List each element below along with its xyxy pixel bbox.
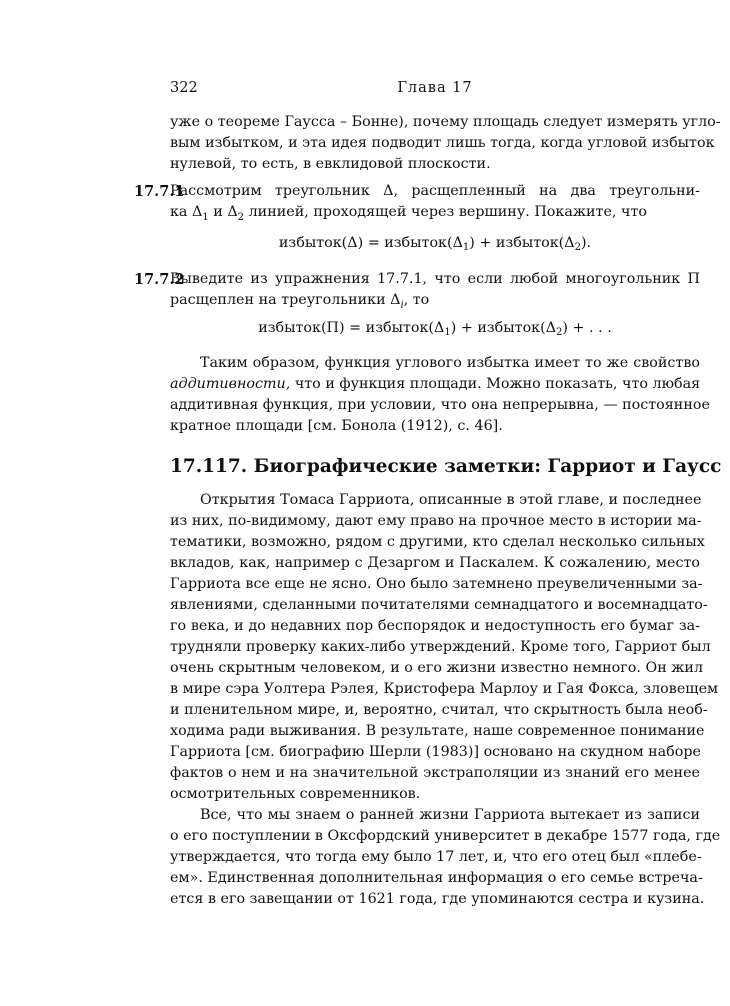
text-line: фактов о нем и на значительной экстраполяции из знаний его менее <box>170 765 700 781</box>
text-line: аддитивная функция, при условии, что она непрерывна, — постоянное <box>170 397 710 413</box>
text-line: очень скрытным человеком, и о его жизни известно немного. Он жил <box>170 660 704 676</box>
text-line: Открытия Томаса Гарриота, описанные в этой главе, и последнее <box>200 492 702 508</box>
text-line: явлениями, сделанными почитателями семнадцатого и восемнадцато- <box>170 597 708 613</box>
exercise-1-text <box>170 181 700 228</box>
exercise-number: 17.7.2 <box>134 271 185 288</box>
text-line: в мире сэра Уолтера Рэлея, Кристофера Марлоу и Гая Фокса, зловещем <box>170 681 719 697</box>
text-line: трудняли проверку каких-либо утверждений. Кроме того, Гарриот был <box>170 639 711 655</box>
biography-paragraph-1 <box>170 490 719 805</box>
text-line: ется в его завещании от 1621 года, где упоминаются сестра и кузина. <box>170 891 705 907</box>
text-line: Гарриота [см. биографию Шерли (1983)] основано на скудном наборе <box>170 744 702 760</box>
text-line: го века, и до недавних пор беспорядок и недоступность его бумаг за- <box>170 618 700 634</box>
text-line: ка $\Delta_1$ и $\Delta_2$ линией, проходящей через вершину. Покажите, что <box>170 204 647 223</box>
page-header <box>170 80 700 100</box>
exercise-number: 17.7.1 <box>134 183 185 200</box>
text-line: уже о теореме Гаусса – Бонне), почему площадь следует измерять угло- <box>170 114 721 130</box>
text-line: расщеплен на треугольники $\Delta_i$, то <box>170 292 430 311</box>
section-title: 17.117. Биографические заметки: Гарриот и Гаусс <box>170 456 722 477</box>
text-line: ем». Единственная дополнительная информация о его семье встреча- <box>170 870 703 886</box>
text-line: из них, по-видимому, дают ему право на прочное место в истории ма- <box>170 513 702 529</box>
text-line: Все, что мы знаем о ранней жизни Гарриота вытекает из записи <box>200 807 700 823</box>
page-number: 322 <box>170 80 198 96</box>
text-line: вкладов, как, например с Дезаргом и Паскалем. К сожалению, место <box>170 555 700 571</box>
text-line: нулевой, то есть, в евклидовой плоскости. <box>170 156 491 172</box>
formula-excess-triangle: избыток(Δ) = $избыток(\Delta_1)$ + $избыток(\Delta_2)$. <box>278 235 592 253</box>
running-head: Глава 17 <box>397 80 473 96</box>
text-line: тематики, возможно, рядом с другими, кто сделал несколько сильных <box>170 534 705 550</box>
text-line: Выведите из упражнения 17.7.1, что если любой многоугольник Π <box>170 271 700 287</box>
text-line: и пленительном мире, и, вероятно, считал, что скрытность была необ- <box>170 702 708 718</box>
text-line: Гарриота все еще не ясно. Оно было затемнено преувеличенными за- <box>170 576 703 592</box>
exercise-2-text <box>170 269 700 316</box>
text-line: вым избытком, и эта идея подводит лишь тогда, когда угловой избыток <box>170 135 715 151</box>
intro-paragraph <box>170 112 721 175</box>
text-line: о его поступлении в Оксфордский университет в декабре 1577 года, где <box>170 828 721 844</box>
additivity-paragraph <box>170 353 710 437</box>
text-line: кратное площади [см. Бонола (1912), с. 46]. <box>170 418 503 434</box>
text-line: ходима ради выживания. В результате, наше современное понимание <box>170 723 705 739</box>
text-line: осмотрительных современников. <box>170 786 421 802</box>
text-line: утверждается, что тогда ему было 17 лет, и, что его отец был «плебе- <box>170 849 702 865</box>
text-line: Таким образом, функция углового избытка имеет то же свойство <box>200 355 700 371</box>
text-line: аддитивности, что и функция площади. Можно показать, что любая <box>170 376 701 392</box>
formula-excess-polygon: избыток(Π) = $избыток(\Delta_1)$ + $избыток(\Delta_2)$ + . . . <box>258 320 612 338</box>
biography-paragraph-2 <box>170 805 721 910</box>
text-line: Рассмотрим треугольник Δ, расщепленный на два треугольни- <box>170 183 700 199</box>
